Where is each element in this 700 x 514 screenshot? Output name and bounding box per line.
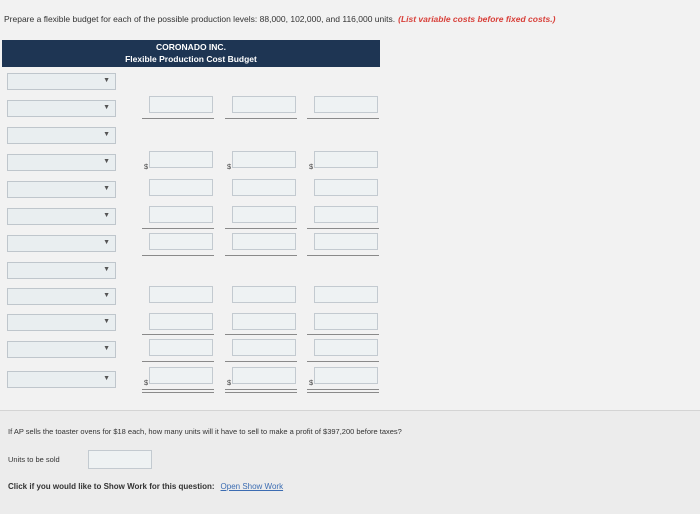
instructions: Prepare a flexible budget for each of the possible production levels: 88,000, 102,000, and 116,000 units. (List variable costs before fixed costs.): [4, 14, 556, 24]
row-6-col-3-input[interactable]: [314, 206, 378, 223]
row-10-col-3-input[interactable]: [314, 313, 378, 330]
row-4-col-3-dollar: $: [309, 162, 314, 171]
row-7-col-2-underline: [225, 255, 297, 256]
row-11-col-2-underline: [225, 361, 297, 362]
show-work-row: [8, 482, 283, 491]
chevron-down-icon: ▼: [103, 104, 110, 111]
chevron-down-icon: ▼: [103, 375, 110, 382]
row-2-col-3-underline: [307, 118, 379, 119]
row-10-col-2-input[interactable]: [232, 313, 296, 330]
row-2-col-1-input[interactable]: [149, 96, 213, 113]
row-12-col-1-input[interactable]: [149, 367, 213, 384]
row-3-dropdown[interactable]: [7, 127, 116, 144]
row-1-dropdown[interactable]: [7, 73, 116, 90]
chevron-down-icon: ▼: [103, 131, 110, 138]
row-12-col-3-input[interactable]: [314, 367, 378, 384]
row-12-dropdown[interactable]: [7, 371, 116, 388]
row-11-col-2-input[interactable]: [232, 339, 296, 356]
row-4-col-2-dollar: $: [227, 162, 232, 171]
row-2-col-2-input[interactable]: [232, 96, 296, 113]
row-11-col-3-underline: [307, 361, 379, 362]
units-to-be-sold-input[interactable]: [88, 450, 152, 469]
chevron-down-icon: ▼: [103, 266, 110, 273]
units-label: Units to be sold: [8, 455, 60, 464]
row-6-col-1-underline: [142, 228, 214, 229]
question-text: If AP sells the toaster ovens for $18 each, how many units will it have to sell to make a profit of $397,200 before taxes?: [8, 427, 402, 436]
instructions-note: (List variable costs before fixed costs.): [398, 14, 556, 24]
row-11-col-3-input[interactable]: [314, 339, 378, 356]
row-10-col-3-underline: [307, 334, 379, 335]
row-4-col-1-input[interactable]: [149, 151, 213, 168]
row-7-col-1-input[interactable]: [149, 233, 213, 250]
row-11-col-1-input[interactable]: [149, 339, 213, 356]
chevron-down-icon: ▼: [103, 77, 110, 84]
row-5-col-2-input[interactable]: [232, 179, 296, 196]
chevron-down-icon: ▼: [103, 318, 110, 325]
row-12-col-2-input[interactable]: [232, 367, 296, 384]
row-12-col-3-double-underline: [307, 389, 379, 393]
row-12-col-2-double-underline: [225, 389, 297, 393]
row-6-dropdown[interactable]: [7, 208, 116, 225]
row-4-col-3-input[interactable]: [314, 151, 378, 168]
row-5-col-3-input[interactable]: [314, 179, 378, 196]
row-7-dropdown[interactable]: [7, 235, 116, 252]
chevron-down-icon: ▼: [103, 345, 110, 352]
row-12-col-1-double-underline: [142, 389, 214, 393]
section-divider: [0, 410, 700, 411]
row-5-col-1-input[interactable]: [149, 179, 213, 196]
row-7-col-1-underline: [142, 255, 214, 256]
row-4-col-1-dollar: $: [144, 162, 149, 171]
chevron-down-icon: ▼: [103, 185, 110, 192]
row-4-dropdown[interactable]: [7, 154, 116, 171]
row-2-col-1-underline: [142, 118, 214, 119]
row-2-col-3-input[interactable]: [314, 96, 378, 113]
row-12-col-3-dollar: $: [309, 378, 314, 387]
row-12-col-2-dollar: $: [227, 378, 232, 387]
budget-title: Flexible Production Cost Budget: [125, 54, 257, 64]
row-9-col-1-input[interactable]: [149, 286, 213, 303]
row-9-dropdown[interactable]: [7, 288, 116, 305]
row-6-col-1-input[interactable]: [149, 206, 213, 223]
company-name: CORONADO INC.: [156, 42, 226, 52]
row-5-dropdown[interactable]: [7, 181, 116, 198]
row-9-col-2-input[interactable]: [232, 286, 296, 303]
row-11-col-1-underline: [142, 361, 214, 362]
open-show-work-link[interactable]: Open Show Work: [220, 482, 284, 491]
row-10-col-1-underline: [142, 334, 214, 335]
row-7-col-2-input[interactable]: [232, 233, 296, 250]
chevron-down-icon: ▼: [103, 212, 110, 219]
row-7-col-3-underline: [307, 255, 379, 256]
row-2-col-2-underline: [225, 118, 297, 119]
chevron-down-icon: ▼: [103, 239, 110, 246]
row-6-col-3-underline: [307, 228, 379, 229]
row-10-col-2-underline: [225, 334, 297, 335]
row-10-col-1-input[interactable]: [149, 313, 213, 330]
budget-header: [2, 40, 380, 67]
row-8-dropdown[interactable]: [7, 262, 116, 279]
row-10-dropdown[interactable]: [7, 314, 116, 331]
row-6-col-2-underline: [225, 228, 297, 229]
row-11-dropdown[interactable]: [7, 341, 116, 358]
row-9-col-3-input[interactable]: [314, 286, 378, 303]
row-2-dropdown[interactable]: [7, 100, 116, 117]
chevron-down-icon: ▼: [103, 292, 110, 299]
row-4-col-2-input[interactable]: [232, 151, 296, 168]
row-6-col-2-input[interactable]: [232, 206, 296, 223]
chevron-down-icon: ▼: [103, 158, 110, 165]
show-work-prompt: Click if you would like to Show Work for this question:: [8, 482, 215, 491]
row-12-col-1-dollar: $: [144, 378, 149, 387]
row-7-col-3-input[interactable]: [314, 233, 378, 250]
